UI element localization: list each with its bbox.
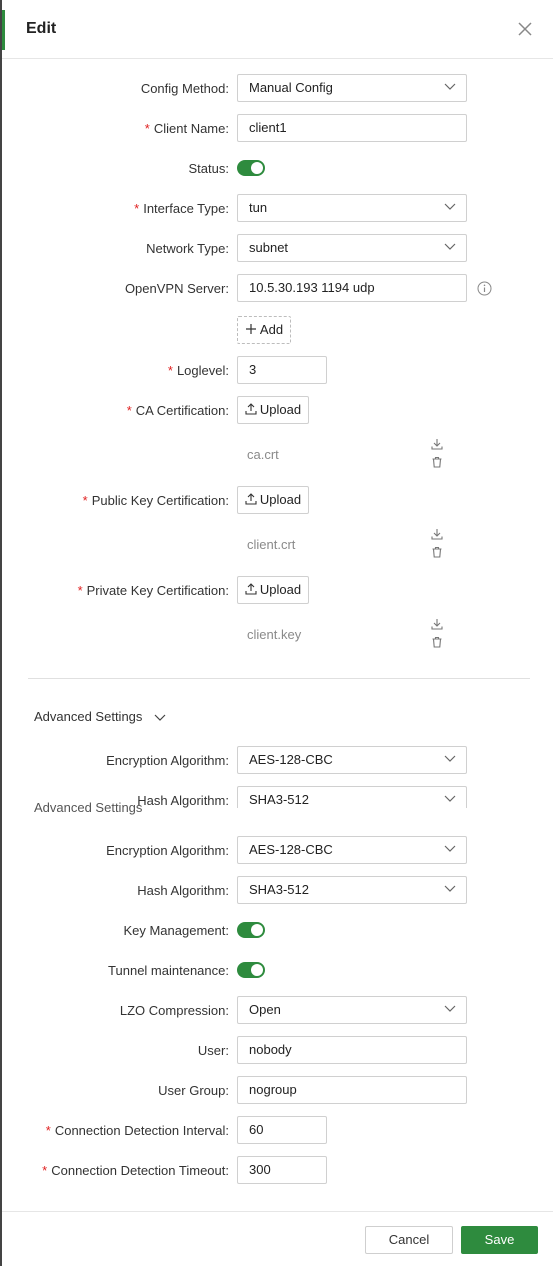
dialog-title: Edit <box>26 20 57 37</box>
chevron-down-icon <box>444 795 456 803</box>
encryption-select[interactable]: AES-128-CBC <box>237 746 467 774</box>
openvpn-server-label: OpenVPN Server: <box>124 281 229 296</box>
section-divider <box>28 678 530 679</box>
encryption-label: Encryption Algorithm: <box>106 753 229 768</box>
download-icon[interactable] <box>431 528 443 540</box>
user-group-label: User Group: <box>158 1083 229 1098</box>
download-icon[interactable] <box>431 618 443 630</box>
toggle-knob <box>251 162 263 174</box>
add-server-button[interactable]: Add <box>237 316 291 344</box>
hash-select[interactable]: SHA3-512 <box>237 786 467 808</box>
ca-cert-label: * CA Certification: <box>126 403 229 418</box>
client-name-input[interactable]: client1 <box>237 114 467 142</box>
close-icon[interactable] <box>516 20 534 38</box>
save-button[interactable]: Save <box>461 1226 538 1254</box>
interface-type-label: * Interface Type: <box>134 201 229 216</box>
openvpn-server-row <box>2 274 553 304</box>
private-cert-upload-button[interactable]: Upload <box>237 576 309 604</box>
status-toggle[interactable] <box>237 160 265 176</box>
upload-icon <box>245 493 257 505</box>
hash-label: Hash Algorithm: <box>137 793 229 808</box>
tunnel-maintenance-label: Tunnel maintenance: <box>108 963 229 978</box>
loglevel-label: * Loglevel: <box>167 363 229 378</box>
header-accent-bar <box>2 10 5 50</box>
key-management-row <box>2 916 553 946</box>
user-label: User: <box>197 1043 229 1058</box>
private-cert-label: * Private Key Certification: <box>77 583 229 598</box>
key-management-label: Key Management: <box>123 923 229 938</box>
download-icon[interactable] <box>431 438 443 450</box>
hash-select[interactable]: SHA3-512 <box>237 876 467 904</box>
public-cert-filename: client.crt <box>247 537 296 552</box>
interface-type-row <box>2 194 553 224</box>
network-type-row <box>2 234 553 264</box>
trash-icon[interactable] <box>431 636 443 648</box>
config-method-select[interactable]: Manual Config <box>237 74 467 102</box>
status-label: Status: <box>188 161 229 176</box>
trash-icon[interactable] <box>431 546 443 558</box>
detect-timeout-row <box>2 1156 553 1186</box>
public-cert-file-actions <box>431 528 445 564</box>
upload-icon <box>245 583 257 595</box>
detect-interval-label: * Connection Detection Interval: <box>45 1123 229 1138</box>
lzo-label: LZO Compression: <box>119 1003 229 1018</box>
encryption-row <box>2 836 553 866</box>
ca-cert-row <box>2 396 553 426</box>
chevron-down-icon <box>444 885 456 893</box>
cancel-button[interactable]: Cancel <box>365 1226 453 1254</box>
private-cert-row <box>2 576 553 606</box>
lzo-select[interactable]: Open <box>237 996 467 1024</box>
config-method-label: Config Method: <box>140 81 229 96</box>
toggle-knob <box>251 964 263 976</box>
tunnel-maintenance-toggle[interactable] <box>237 962 265 978</box>
toggle-knob <box>251 924 263 936</box>
client-name-row <box>2 114 553 144</box>
info-icon[interactable] <box>477 281 492 296</box>
detect-timeout-label: * Connection Detection Timeout: <box>42 1163 229 1178</box>
ca-cert-filename: ca.crt <box>247 447 279 462</box>
loglevel-input[interactable]: 3 <box>237 356 327 384</box>
dialog-header <box>2 0 553 59</box>
lzo-row <box>2 996 553 1026</box>
chevron-down-icon <box>444 845 456 853</box>
add-server-row <box>2 316 553 346</box>
chevron-down-icon <box>444 1005 456 1013</box>
loglevel-row <box>2 356 553 386</box>
user-row <box>2 1036 553 1066</box>
dialog-footer <box>2 1211 553 1267</box>
hash-row-top <box>2 786 553 808</box>
plus-icon <box>245 323 257 335</box>
advanced-settings-ghost-label: Advanced Settings <box>34 800 143 815</box>
user-input[interactable]: nobody <box>237 1036 467 1064</box>
public-cert-row <box>2 486 553 516</box>
chevron-down-icon <box>444 203 456 211</box>
tunnel-maintenance-row <box>2 956 553 986</box>
public-cert-upload-button[interactable]: Upload <box>237 486 309 514</box>
network-type-select[interactable]: subnet <box>237 234 467 262</box>
encryption-label: Encryption Algorithm: <box>106 843 229 858</box>
advanced-settings-toggle[interactable]: Advanced Settings <box>34 709 166 724</box>
client-name-label: * Client Name: <box>144 121 229 136</box>
trash-icon[interactable] <box>431 456 443 468</box>
chevron-down-icon <box>154 714 166 722</box>
network-type-label: Network Type: <box>146 241 229 256</box>
encryption-select[interactable]: AES-128-CBC <box>237 836 467 864</box>
user-group-input[interactable]: nogroup <box>237 1076 467 1104</box>
config-method-row <box>2 74 553 104</box>
chevron-down-icon <box>444 755 456 763</box>
hash-label: Hash Algorithm: <box>137 883 229 898</box>
status-row <box>2 154 553 184</box>
ca-cert-upload-button[interactable]: Upload <box>237 396 309 424</box>
private-cert-filename: client.key <box>247 627 302 642</box>
chevron-down-icon <box>444 243 456 251</box>
detect-interval-input[interactable]: 60 <box>237 1116 327 1144</box>
detect-timeout-input[interactable]: 300 <box>237 1156 327 1184</box>
public-cert-label: * Public Key Certification: <box>82 493 229 508</box>
interface-type-select[interactable]: tun <box>237 194 467 222</box>
upload-icon <box>245 403 257 415</box>
key-management-toggle[interactable] <box>237 922 265 938</box>
ca-cert-file-actions <box>431 438 445 474</box>
detect-interval-row <box>2 1116 553 1146</box>
hash-row <box>2 876 553 906</box>
chevron-down-icon <box>444 83 456 91</box>
encryption-row-top <box>2 746 553 776</box>
openvpn-server-input[interactable]: 10.5.30.193 1194 udp <box>237 274 467 302</box>
user-group-row <box>2 1076 553 1106</box>
private-cert-file-actions <box>431 618 445 654</box>
hash-row-clipped <box>2 786 553 808</box>
